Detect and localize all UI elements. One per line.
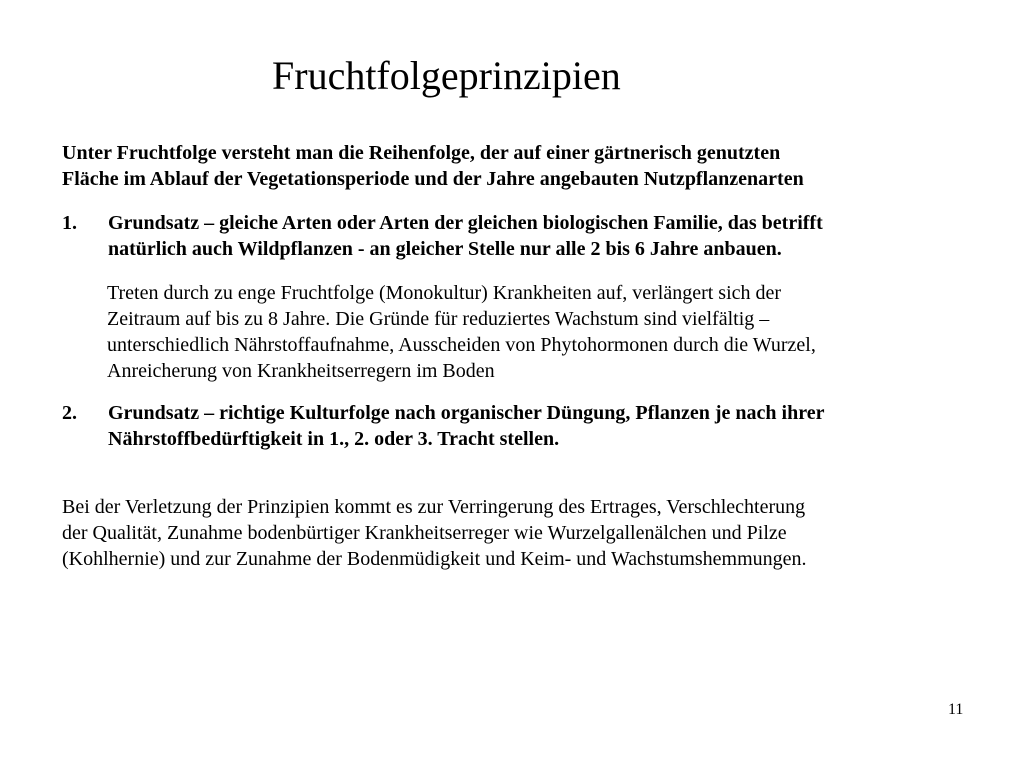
principle-1-number: 1. [62, 212, 77, 234]
detail-line: Anreicherung von Krankheitserregern im Boden [107, 360, 495, 382]
page-number: 11 [948, 701, 964, 718]
detail-line: unterschiedlich Nährstoffaufnahme, Ausscheiden von Phytohormonen durch die Wurzel, [107, 334, 816, 356]
principle-2-line: Grundsatz – richtige Kulturfolge nach organischer Düngung, Pflanzen je nach ihrer [108, 402, 825, 424]
principle-1-line: Grundsatz – gleiche Arten oder Arten der gleichen biologischen Familie, das betrifft [108, 212, 823, 234]
intro-paragraph [62, 140, 804, 192]
intro-line: Fläche im Ablauf der Vegetationsperiode und der Jahre angebauten Nutzpflanzenarten [62, 168, 804, 190]
principle-2-line: Nährstoffbedürftigkeit in 1., 2. oder 3. Tracht stellen. [108, 428, 560, 450]
principle-2-number: 2. [62, 402, 77, 424]
conclusion-line: der Qualität, Zunahme bodenbürtiger Krankheitserreger wie Wurzelgallenälchen und Pilze [62, 522, 787, 544]
detail-line: Treten durch zu enge Fruchtfolge (Monokultur) Krankheiten auf, verlängert sich der [107, 282, 782, 304]
conclusion-line: Bei der Verletzung der Prinzipien kommt es zur Verringerung des Ertrages, Verschlechterung [62, 496, 806, 518]
principle-1-text [108, 210, 823, 262]
slide-title: Fruchtfolgeprinzipien [272, 53, 621, 98]
principle-1-detail [107, 280, 816, 384]
principle-1-line: natürlich auch Wildpflanzen - an gleicher Stelle nur alle 2 bis 6 Jahre anbauen. [108, 238, 782, 260]
conclusion-paragraph [62, 494, 807, 572]
detail-line: Zeitraum auf bis zu 8 Jahre. Die Gründe für reduziertes Wachstum sind vielfältig – [107, 308, 770, 330]
conclusion-line: (Kohlhernie) und zur Zunahme der Bodenmüdigkeit und Keim- und Wachstumshemmungen. [62, 548, 807, 570]
principle-2-text [108, 400, 824, 452]
intro-line: Unter Fruchtfolge versteht man die Reihenfolge, der auf einer gärtnerisch genutzten [62, 142, 781, 164]
